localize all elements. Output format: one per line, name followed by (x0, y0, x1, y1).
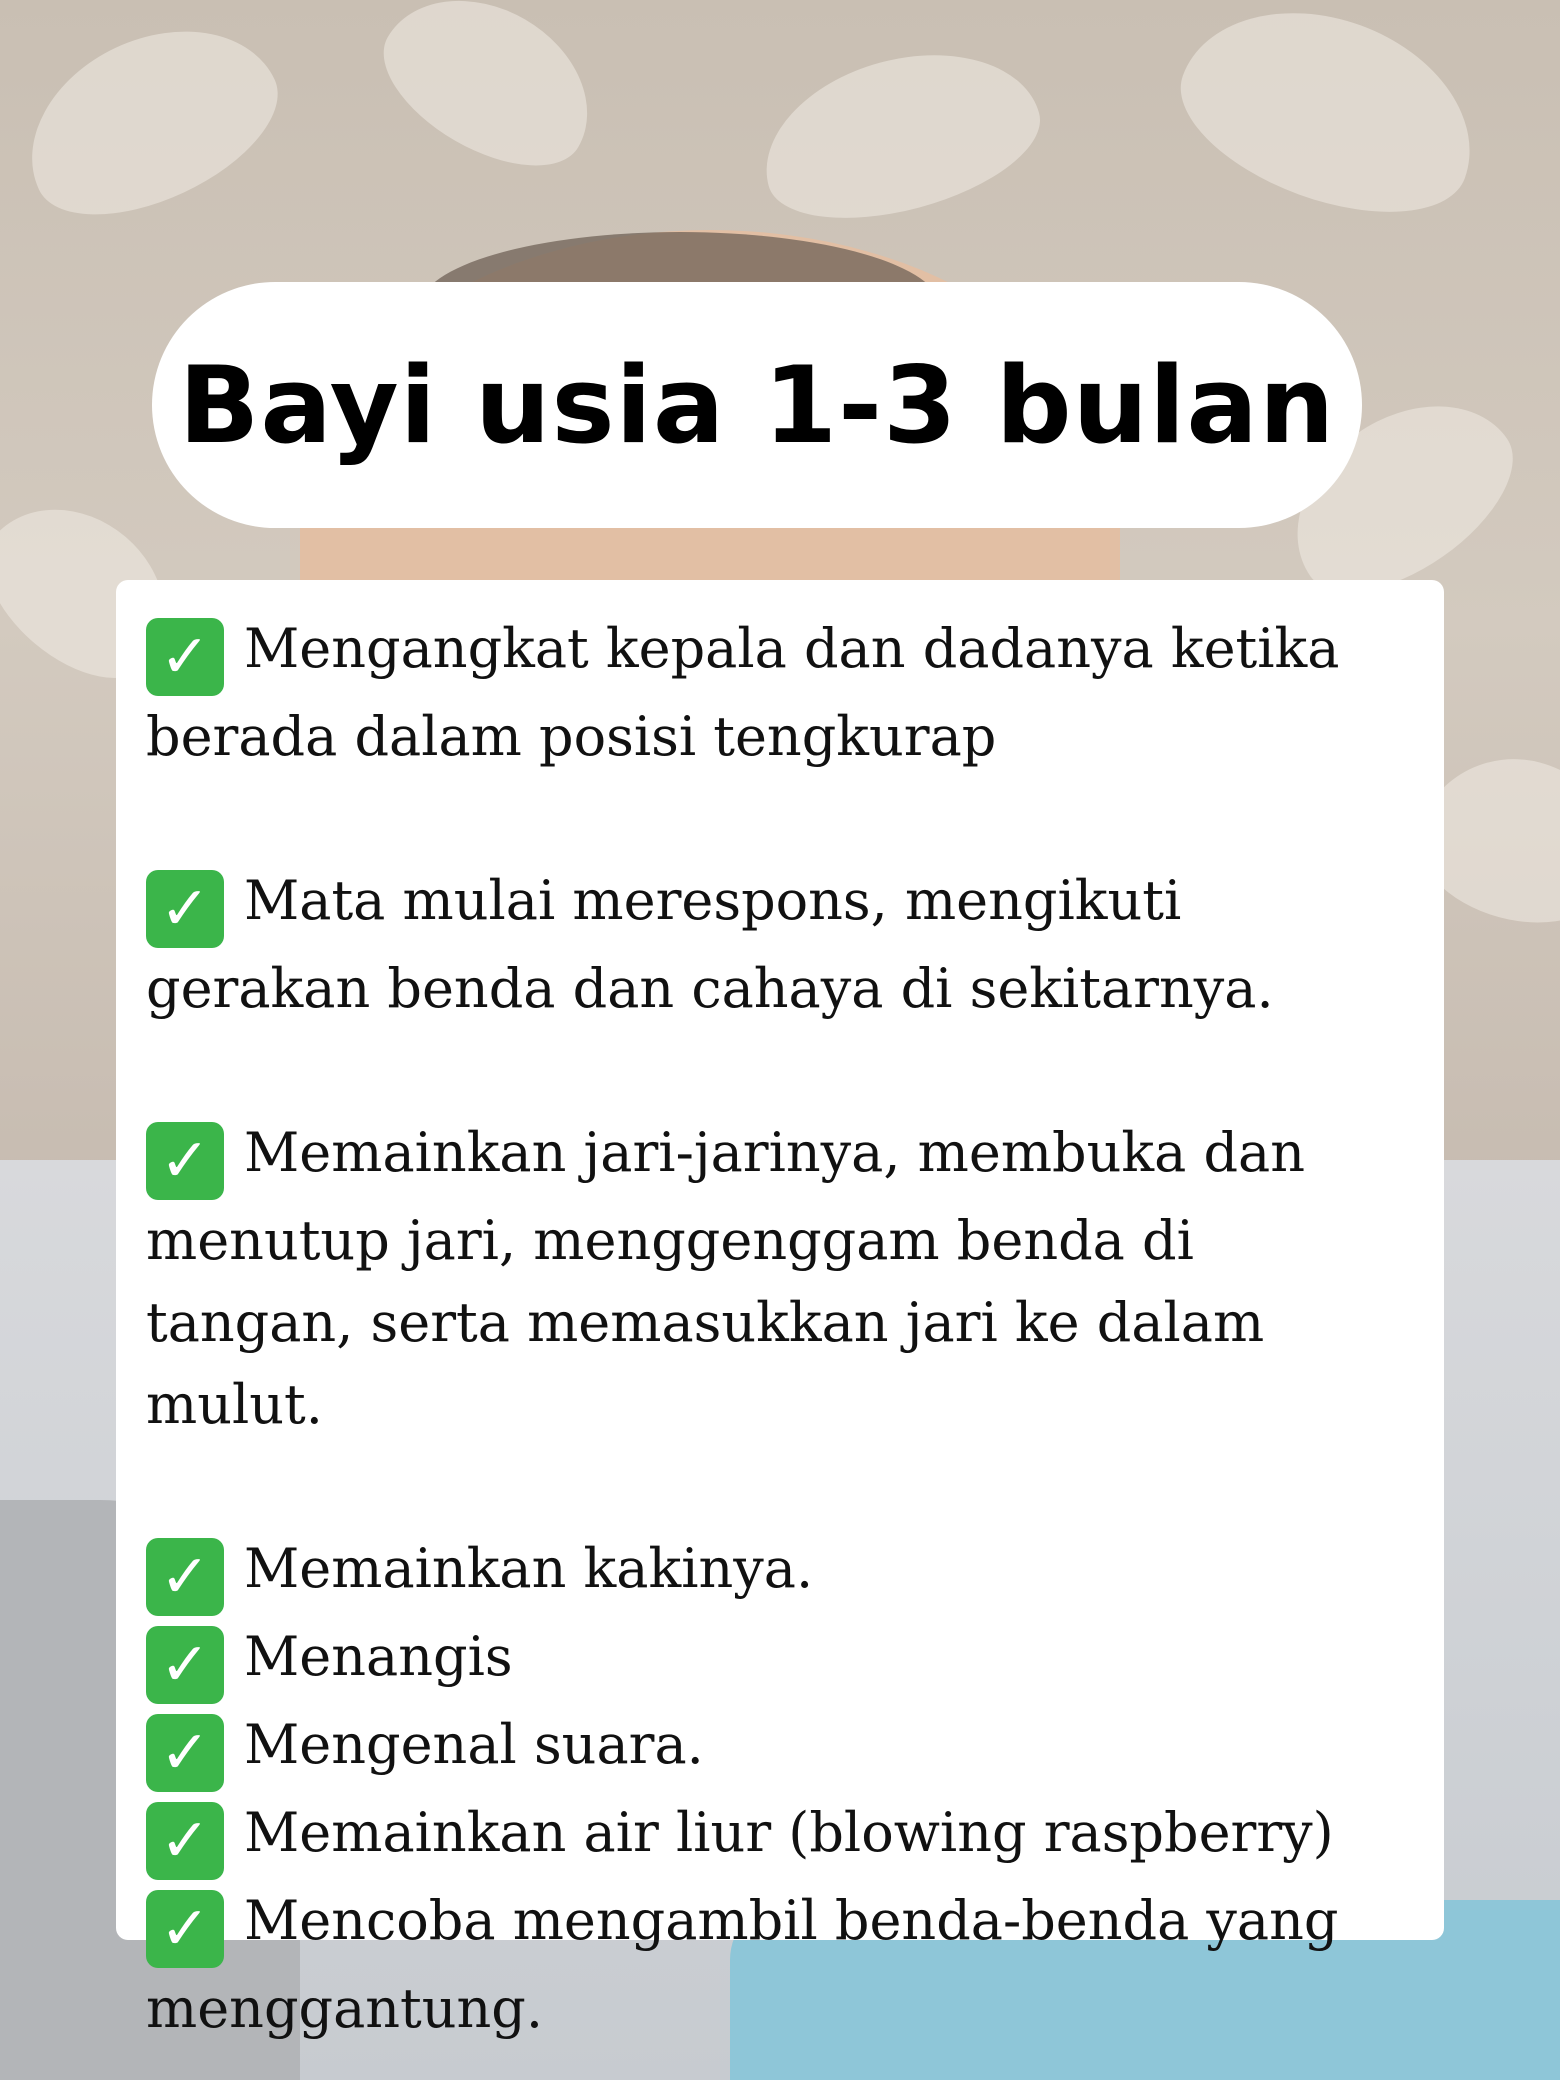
list-item-text: Memainkan jari-jarinya, membuka dan menutup jari, menggenggam benda di tangan, serta memasukkan jari ke dalam mulut. (146, 1121, 1305, 1436)
title-banner (152, 282, 1362, 528)
list-item-text: Mencoba mengambil benda-benda yang menggantung. (146, 1889, 1339, 2040)
list-item (146, 1704, 1414, 1792)
milestone-card (116, 580, 1444, 2040)
list-item (146, 860, 1414, 1030)
check-icon: ✓ (146, 618, 224, 696)
leaf-pattern (745, 26, 1054, 243)
list-item (146, 1792, 1414, 1880)
list-item (146, 1528, 1414, 1616)
list-item-text: Mengangkat kepala dan dadanya ketika berada dalam posisi tengkurap (146, 617, 1340, 768)
leaf-pattern (0, 0, 302, 247)
list-item-text: Mengenal suara. (244, 1713, 704, 1776)
page-title: Bayi usia 1-3 bulan (178, 343, 1336, 467)
check-icon: ✓ (146, 1714, 224, 1792)
list-item (146, 1616, 1414, 1704)
check-icon: ✓ (146, 1802, 224, 1880)
list-item (146, 1112, 1414, 1446)
check-icon: ✓ (146, 1890, 224, 1968)
list-item-text: Menangis (244, 1625, 513, 1688)
list-item-text: Memainkan kakinya. (244, 1537, 814, 1600)
list-item-text: Memainkan air liur (blowing raspberry) (244, 1801, 1334, 1864)
check-icon: ✓ (146, 870, 224, 948)
list-item (146, 1880, 1414, 2050)
check-icon: ✓ (146, 1538, 224, 1616)
list-item-text: Mata mulai merespons, mengikuti gerakan benda dan cahaya di sekitarnya. (146, 869, 1274, 1020)
leaf-pattern (360, 0, 621, 196)
check-icon: ✓ (146, 1122, 224, 1200)
leaf-pattern (1158, 0, 1501, 246)
check-icon: ✓ (146, 1626, 224, 1704)
list-item (146, 608, 1414, 778)
